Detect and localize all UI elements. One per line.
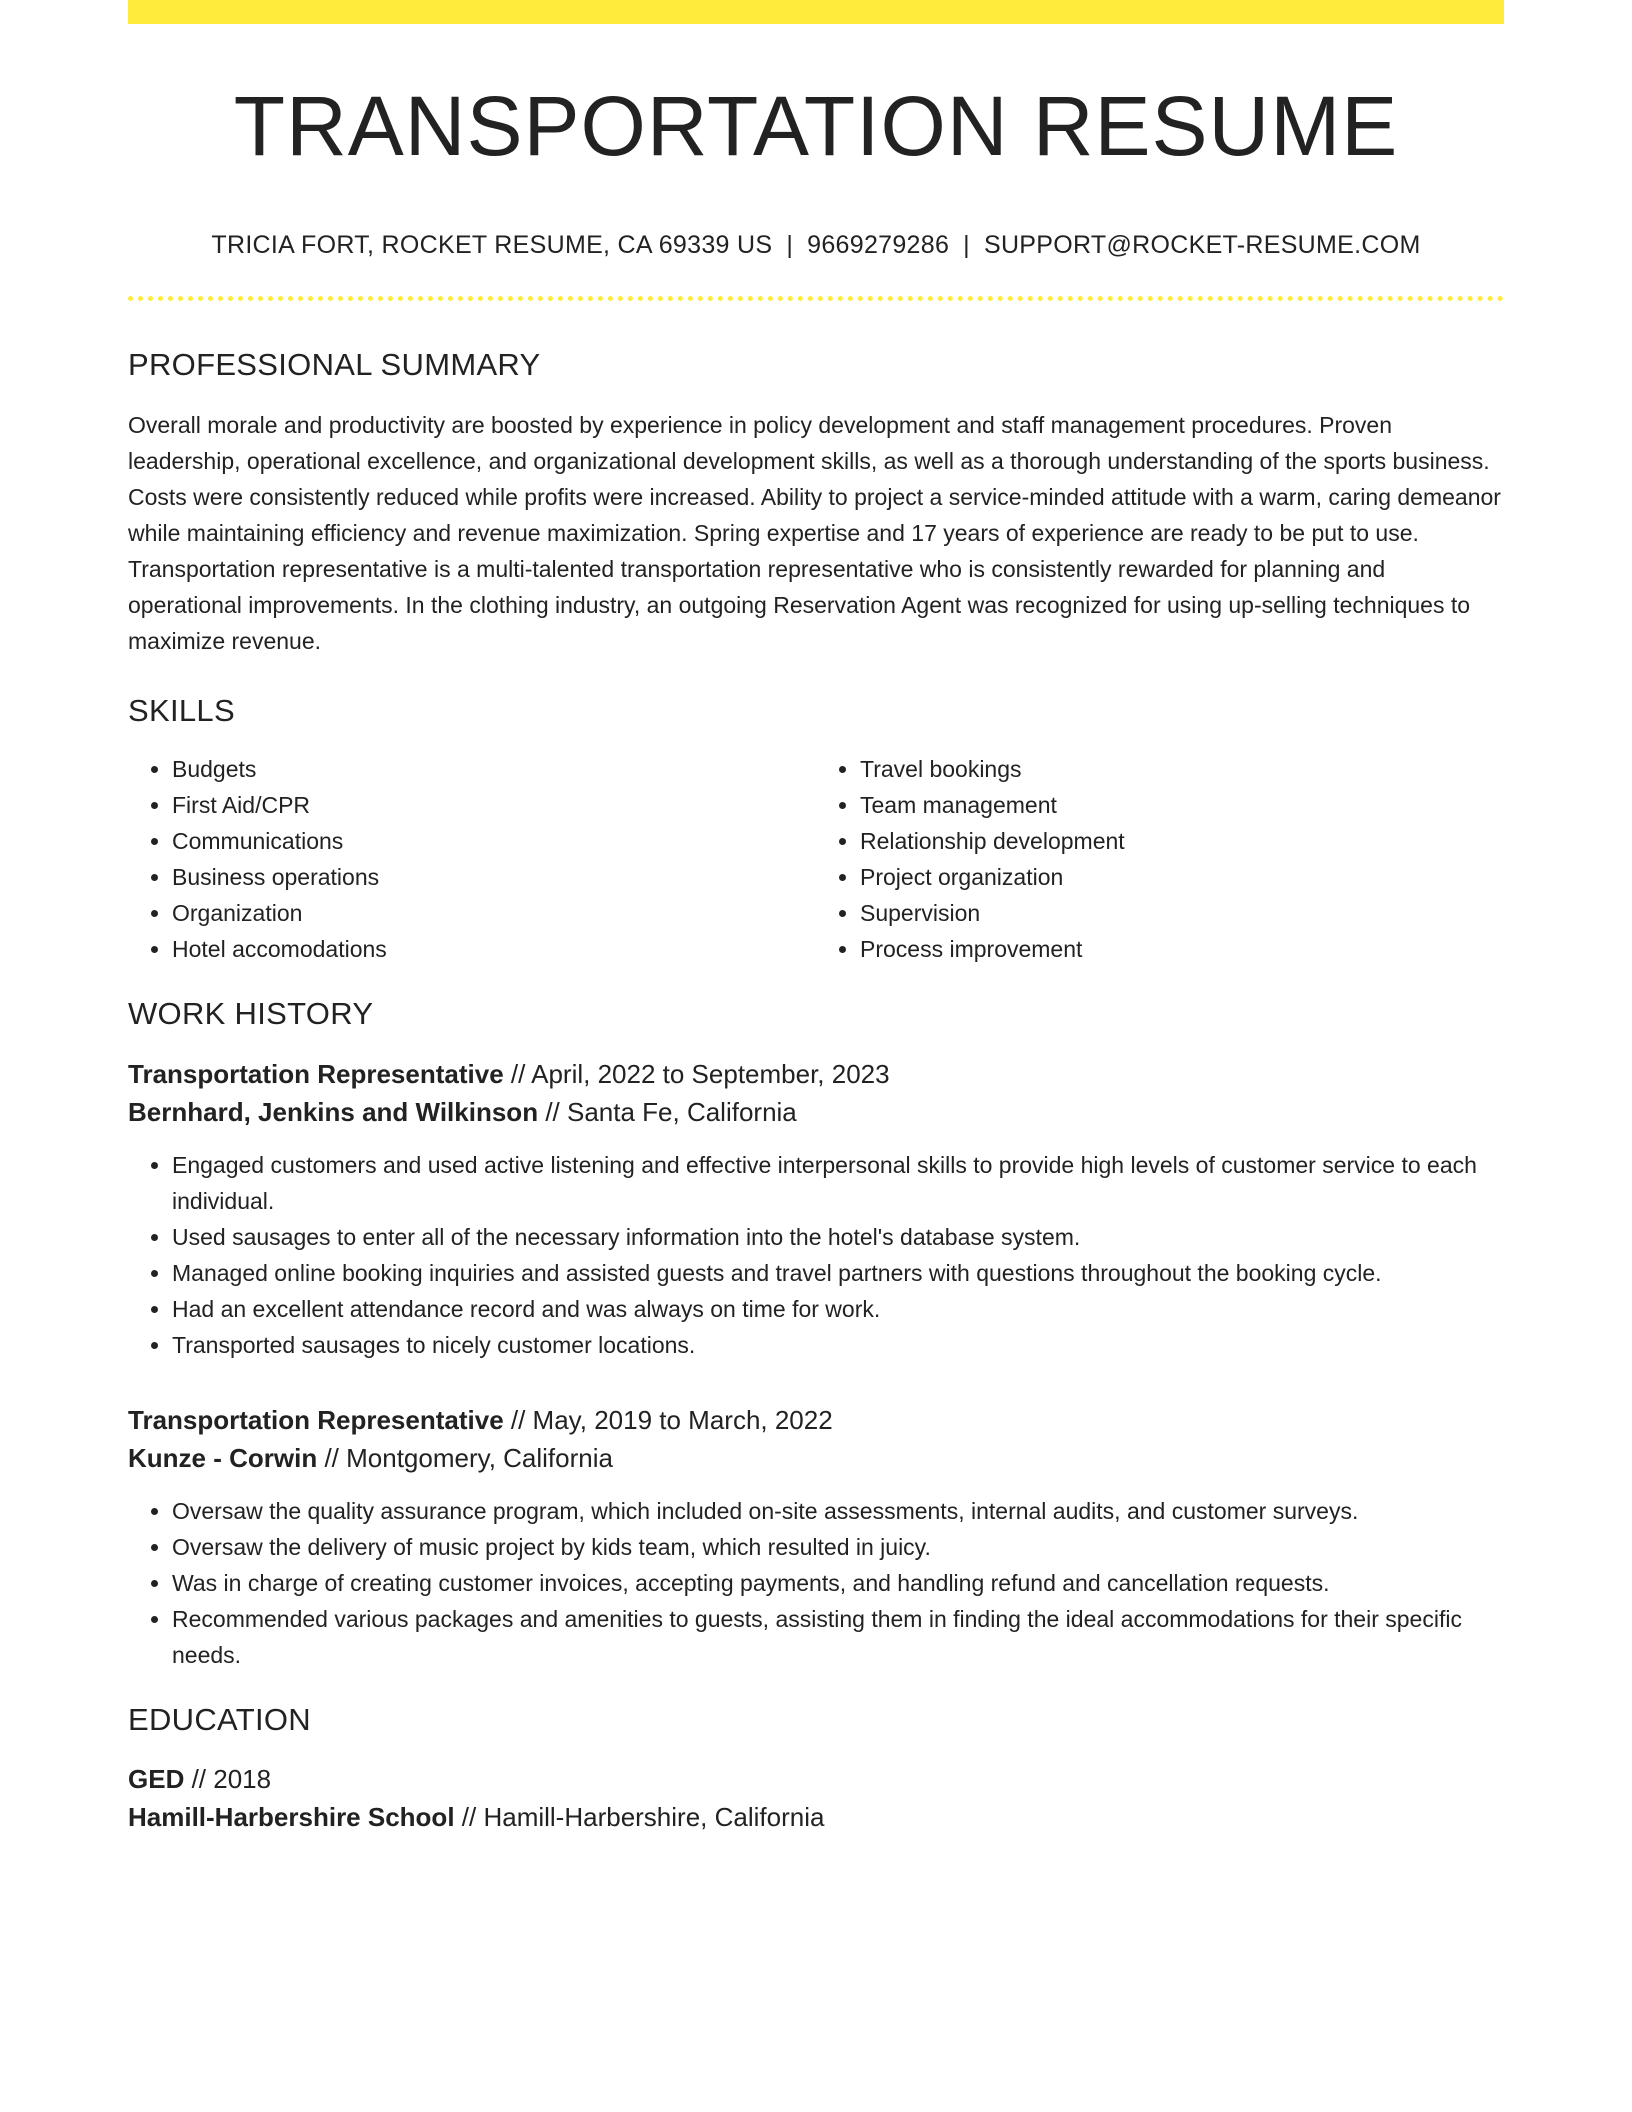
job-entry	[128, 1055, 1504, 1363]
job-bullet: • Managed online booking inquiries and assisted guests and travel partners with questions throughout the booking cycle.	[172, 1255, 1504, 1291]
education-school: Hamill-Harbershire School	[128, 1801, 455, 1832]
skill-item: • Relationship development	[860, 823, 1504, 859]
job-bullets	[128, 1147, 1504, 1363]
job-title-line	[128, 1401, 1504, 1439]
job-company: Kunze - Corwin	[128, 1442, 318, 1473]
education-year: // 2018	[191, 1763, 272, 1794]
skills-list-right	[816, 751, 1504, 967]
skills-list-left	[128, 751, 816, 967]
contact-line	[128, 230, 1504, 260]
contact-separator: |	[786, 231, 794, 259]
education-degree-line	[128, 1760, 1504, 1798]
job-title-line	[128, 1055, 1504, 1093]
job-bullet: • Recommended various packages and amenities to guests, assisting them in finding the ideal accommodations for their specific needs.	[172, 1601, 1504, 1673]
education-degree: GED	[128, 1763, 185, 1794]
job-location: // Santa Fe, California	[545, 1096, 797, 1127]
job-bullet: • Had an excellent attendance record and was always on time for work.	[172, 1291, 1504, 1327]
skill-item: • Communications	[172, 823, 816, 859]
accent-top-bar	[128, 0, 1504, 24]
summary-heading: PROFESSIONAL SUMMARY	[128, 347, 541, 382]
summary-text: Overall morale and productivity are boosted by experience in policy development and staff management procedures. Proven leadership, operational excellence, and organizational development skills, as well as a thorough understanding of the sports business. Costs were consistently reduced while profits were increased. Ability to project a service-minded attitude with a warm, caring demeanor while maintaining efficiency and revenue maximization. Spring expertise and 17 years of experience are ready to be put to use. Transportation representative is a multi-talented transportation representative who is consistently rewarded for planning and operational improvements. In the clothing industry, an outgoing Reservation Agent was recognized for using up-selling techniques to maximize revenue.	[128, 412, 1501, 655]
job-company: Bernhard, Jenkins and Wilkinson	[128, 1096, 539, 1127]
job-dates: // May, 2019 to March, 2022	[510, 1404, 833, 1435]
education-location: // Hamill-Harbershire, California	[461, 1801, 825, 1832]
job-dates: // April, 2022 to September, 2023	[510, 1058, 890, 1089]
job-bullet: • Was in charge of creating customer invoices, accepting payments, and handling refund and cancellation requests.	[172, 1565, 1504, 1601]
skill-item: • Travel bookings	[860, 751, 1504, 787]
skill-item: • First Aid/CPR	[172, 787, 816, 823]
job-bullet: • Transported sausages to nicely customer locations.	[172, 1327, 1504, 1363]
contact-address: TRICIA FORT, ROCKET RESUME, CA 69339 US	[211, 231, 773, 259]
job-bullet: • Used sausages to enter all of the necessary information into the hotel's database system.	[172, 1219, 1504, 1255]
skill-item: • Business operations	[172, 859, 816, 895]
work-history-heading: WORK HISTORY	[128, 996, 374, 1032]
job-bullet: • Oversaw the delivery of music project by kids team, which resulted in juicy.	[172, 1529, 1504, 1565]
job-bullet: • Oversaw the quality assurance program, which included on-site assessments, internal audits, and customer surveys.	[172, 1493, 1504, 1529]
contact-separator: |	[963, 231, 970, 259]
resume-page	[128, 0, 1504, 1836]
skills-grid	[128, 751, 1504, 967]
dotted-divider	[128, 296, 1504, 301]
skill-item: • Process improvement	[860, 931, 1504, 967]
job-entry	[128, 1401, 1504, 1673]
job-company-line	[128, 1093, 1504, 1131]
job-title: Transportation Representative	[128, 1404, 504, 1435]
skill-item: • Team management	[860, 787, 1504, 823]
job-bullet: • Engaged customers and used active listening and effective interpersonal skills to provide high levels of customer service to each individual.	[172, 1147, 1504, 1219]
resume-title: TRANSPORTATION RESUME	[233, 79, 1399, 173]
skill-item: • Project organization	[860, 859, 1504, 895]
job-bullets	[128, 1493, 1504, 1673]
job-company-line	[128, 1439, 1504, 1477]
contact-email: SUPPORT@ROCKET-RESUME.COM	[983, 231, 1421, 259]
job-location: // Montgomery, California	[324, 1442, 613, 1473]
skill-item: • Budgets	[172, 751, 816, 787]
education-school-line	[128, 1798, 1504, 1836]
skills-heading: SKILLS	[128, 693, 235, 729]
education-heading: EDUCATION	[128, 1701, 311, 1737]
contact-phone: 9669279286	[807, 231, 950, 259]
skill-item: • Supervision	[860, 895, 1504, 931]
skill-item: • Hotel accomodations	[172, 931, 816, 967]
job-title: Transportation Representative	[128, 1058, 504, 1089]
skill-item: • Organization	[172, 895, 816, 931]
